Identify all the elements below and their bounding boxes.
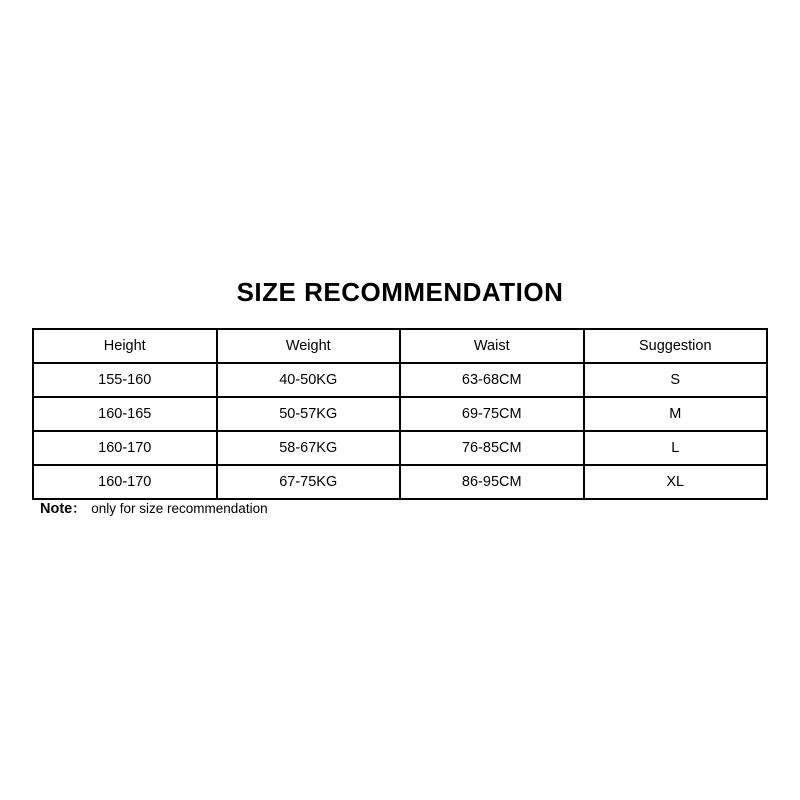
cell-weight: 58-67KG — [217, 431, 401, 465]
cell-height: 160-170 — [33, 431, 217, 465]
cell-waist: 86-95CM — [400, 465, 584, 499]
table-row — [33, 397, 767, 431]
cell-weight: 67-75KG — [217, 465, 401, 499]
column-header-height: Height — [33, 329, 217, 363]
size-table — [32, 328, 768, 500]
cell-weight: 40-50KG — [217, 363, 401, 397]
table-row — [33, 431, 767, 465]
page-title: SIZE RECOMMENDATION — [236, 277, 564, 307]
cell-suggestion: S — [584, 363, 768, 397]
table-body — [33, 363, 767, 499]
table-header-row — [33, 329, 767, 363]
note-text: only for size recommendation — [91, 501, 268, 516]
cell-weight: 50-57KG — [217, 397, 401, 431]
note-colon: ： — [72, 501, 86, 516]
cell-suggestion: XL — [584, 465, 768, 499]
cell-suggestion: M — [584, 397, 768, 431]
cell-height: 160-165 — [33, 397, 217, 431]
table-row — [33, 363, 767, 397]
note-label: Note — [40, 501, 73, 517]
column-header-suggestion: Suggestion — [584, 329, 768, 363]
cell-waist: 63-68CM — [400, 363, 584, 397]
column-header-waist: Waist — [400, 329, 584, 363]
cell-waist: 69-75CM — [400, 397, 584, 431]
table-row — [33, 465, 767, 499]
cell-height: 155-160 — [33, 363, 217, 397]
size-table-container — [32, 328, 768, 500]
cell-suggestion: L — [584, 431, 768, 465]
cell-height: 160-170 — [33, 465, 217, 499]
column-header-weight: Weight — [217, 329, 401, 363]
note-line — [40, 498, 268, 517]
cell-waist: 76-85CM — [400, 431, 584, 465]
table-header — [33, 329, 767, 363]
